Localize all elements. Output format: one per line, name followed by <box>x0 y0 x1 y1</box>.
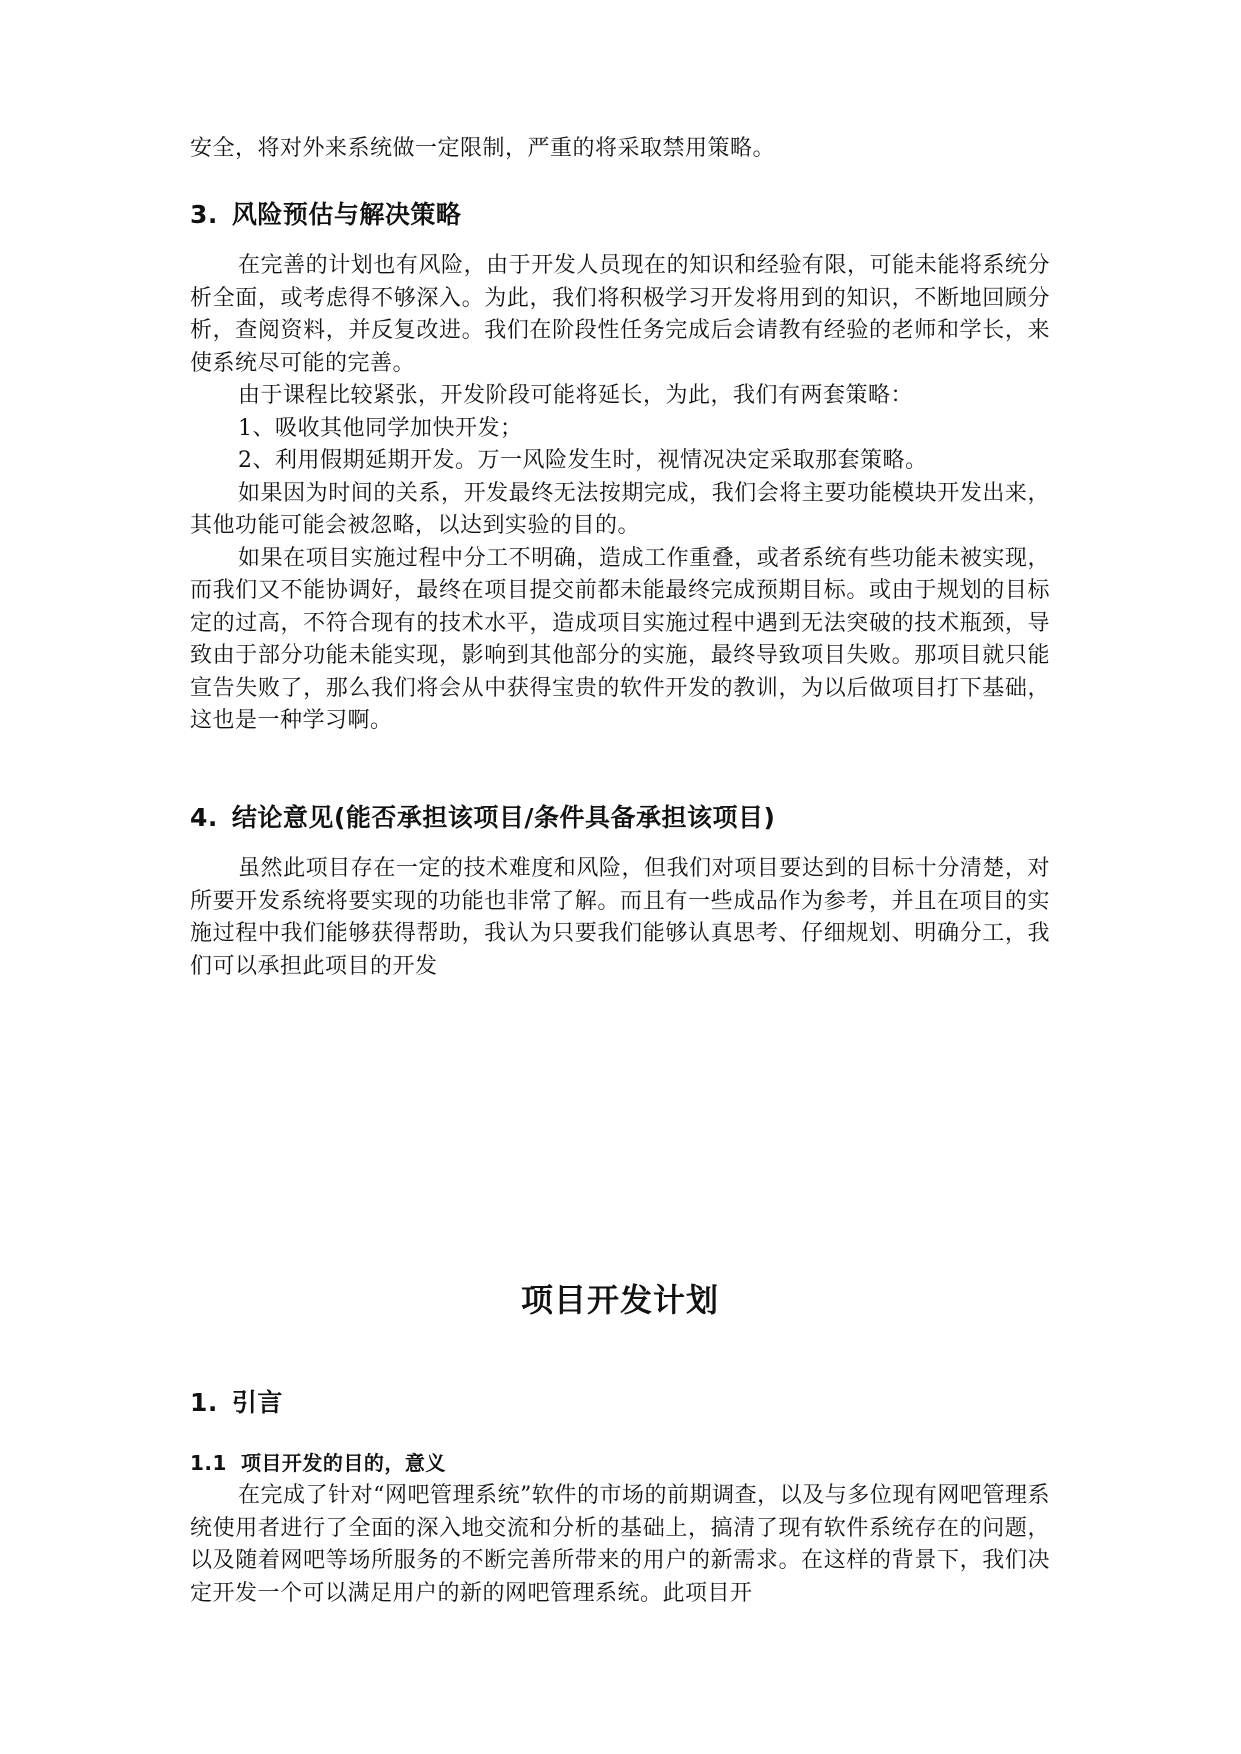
section-3-body <box>190 250 1050 738</box>
section-3-paragraph-2: 由于课程比较紧张，开发阶段可能将延长，为此，我们有两套策略： <box>238 383 914 408</box>
section-4-body <box>190 853 1050 983</box>
section-3-paragraph-1: 在完善的计划也有风险，由于开发人员现在的知识和经验有限，可能未能将系统分析全面，或考虑得不够深入。为此，我们将积极学习开发将用到的知识，不断地回顾分析，查阅资料，并反复改进。我们在阶段性任务完成后会请教有经验的老师和学长，来使系统尽可能的完善。 <box>190 253 1050 376</box>
subsection-1-1-paragraph: 在完成了针对“网吧管理系统”软件的市场的前期调查，以及与多位现有网吧管理系统使用者进行了全面的深入地交流和分析的基础上，搞清了现有软件系统存在的问题，以及随着网吧等场所服务的不断完善所带来的用户的新需求。在这样的背景下，我们决定开发一个可以满足用户的新的网吧管理系统。此项目开 <box>190 1483 1050 1606</box>
top-paragraph-block <box>190 133 1050 166</box>
plan-title: 项目开发计划 <box>520 1281 719 1319</box>
plan-section-1-heading <box>190 1385 1050 1421</box>
section-3-paragraph-3: 如果因为时间的关系，开发最终无法按期完成，我们会将主要功能模块开发出来，其他功能可能会被忽略，以达到实验的目的。 <box>190 480 1050 538</box>
section-3-list-item-2: 2、利用假期延期开发。万一风险发生时，视情况决定采取那套策略。 <box>238 448 928 473</box>
section-3-heading <box>190 197 1050 233</box>
section-4-number: 4. <box>190 803 218 832</box>
plan-title-block <box>190 1278 1050 1322</box>
subsection-1-1-heading <box>190 1448 1050 1478</box>
top-paragraph: 安全，将对外来系统做一定限制，严重的将采取禁用策略。 <box>190 136 776 161</box>
section-3-paragraph-4: 如果在项目实施过程中分工不明确，造成工作重叠，或者系统有些功能未被实现，而我们又不能协调好，最终在项目提交前都未能最终完成预期目标。或由于规划的目标定的过高，不符合现有的技术水平，造成项目实施过程中遇到无法突破的技术瓶颈，导致由于部分功能未能实现，影响到其他部分的实施，最终导致项目失败。那项目就只能宣告失败了，那么我们将会从中获得宝贵的软件开发的教训，为以后做项目打下基础，这也是一种学习啊。 <box>190 545 1050 733</box>
subsection-1-1-number: 1.1 <box>190 1451 227 1475</box>
section-4-heading <box>190 800 1050 836</box>
plan-section-1-number: 1. <box>190 1388 218 1417</box>
section-3-number: 3. <box>190 200 218 229</box>
section-4-title: 结论意见(能否承担该项目/条件具备承担该项目) <box>231 803 776 832</box>
subsection-1-1-title: 项目开发的目的，意义 <box>240 1451 446 1475</box>
plan-section-1-title: 引言 <box>231 1388 283 1417</box>
section-4-paragraph-1: 虽然此项目存在一定的技术难度和风险，但我们对项目要达到的目标十分清楚，对所要开发系统将要实现的功能也非常了解。而且有一些成品作为参考，并且在项目的实施过程中我们能够获得帮助，我认为只要我们能够认真思考、仔细规划、明确分工，我们可以承担此项目的开发 <box>190 856 1050 979</box>
section-3-list-item-1: 1、吸收其他同学加快开发； <box>238 415 523 441</box>
section-3-title: 风险预估与解决策略 <box>231 200 462 229</box>
subsection-1-1-body <box>190 1480 1050 1610</box>
